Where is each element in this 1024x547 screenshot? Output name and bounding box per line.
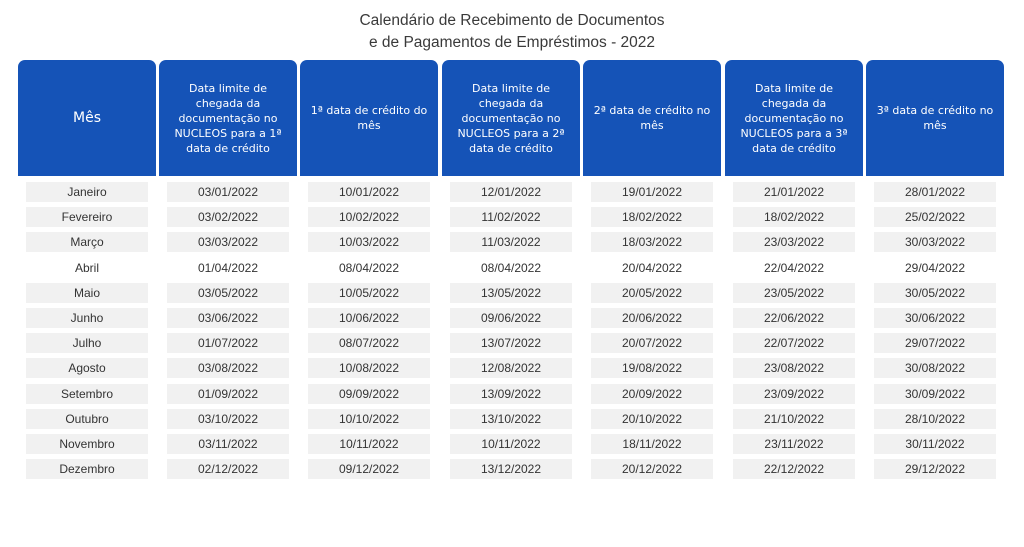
date-cell: 10/01/2022 [308, 182, 430, 202]
date-cell: 03/08/2022 [167, 358, 289, 378]
month-cell: Fevereiro [26, 207, 148, 227]
date-cell: 30/09/2022 [874, 384, 996, 404]
table-column [159, 60, 297, 500]
title-line-1: Calendário de Recebimento de Documentos [359, 12, 665, 29]
column-header: Data limite de chegada da documentação no NUCLEOS para a 1ª data de crédito [174, 81, 282, 155]
column-body [159, 176, 297, 547]
date-cell: 11/03/2022 [450, 232, 572, 252]
date-cell: 20/07/2022 [591, 333, 713, 353]
date-cell: 10/11/2022 [450, 434, 572, 454]
column-body [18, 176, 156, 547]
date-cell: 23/03/2022 [733, 232, 855, 252]
month-cell: Maio [26, 283, 148, 303]
date-cell: 13/09/2022 [450, 384, 572, 404]
date-cell: 10/06/2022 [308, 308, 430, 328]
month-cell: Abril [26, 258, 148, 278]
date-cell: 03/01/2022 [167, 182, 289, 202]
date-cell: 21/01/2022 [733, 182, 855, 202]
date-cell: 28/10/2022 [874, 409, 996, 429]
date-cell: 09/12/2022 [308, 459, 430, 479]
date-cell: 08/04/2022 [308, 258, 430, 278]
date-cell: 08/04/2022 [450, 258, 572, 278]
month-cell: Janeiro [26, 182, 148, 202]
date-cell: 30/06/2022 [874, 308, 996, 328]
date-cell: 22/06/2022 [733, 308, 855, 328]
column-header: 2ª data de crédito no mês [593, 104, 711, 132]
date-cell: 21/10/2022 [733, 409, 855, 429]
column-body [442, 176, 580, 547]
table-column [18, 60, 156, 500]
month-cell: Dezembro [26, 459, 148, 479]
table-column [442, 60, 580, 500]
date-cell: 29/07/2022 [874, 333, 996, 353]
date-cell: 23/08/2022 [733, 358, 855, 378]
column-body [725, 176, 863, 547]
column-header: Mês [73, 109, 101, 126]
column-header: 1ª data de crédito do mês [310, 104, 428, 132]
table-column [725, 60, 863, 500]
column-header: Data limite de chegada da documentação no NUCLEOS para a 3ª data de crédito [740, 81, 848, 155]
date-cell: 10/03/2022 [308, 232, 430, 252]
date-cell: 03/11/2022 [167, 434, 289, 454]
month-cell: Junho [26, 308, 148, 328]
date-cell: 10/05/2022 [308, 283, 430, 303]
date-cell: 22/07/2022 [733, 333, 855, 353]
date-cell: 09/06/2022 [450, 308, 572, 328]
column-header: 3ª data de crédito no mês [876, 104, 994, 132]
date-cell: 13/12/2022 [450, 459, 572, 479]
document-title [0, 10, 1024, 54]
date-cell: 22/12/2022 [733, 459, 855, 479]
date-cell: 18/03/2022 [591, 232, 713, 252]
date-cell: 20/09/2022 [591, 384, 713, 404]
month-cell: Outubro [26, 409, 148, 429]
date-cell: 23/05/2022 [733, 283, 855, 303]
date-cell: 25/02/2022 [874, 207, 996, 227]
column-body [300, 176, 438, 547]
column-body [583, 176, 721, 547]
date-cell: 19/01/2022 [591, 182, 713, 202]
date-cell: 20/12/2022 [591, 459, 713, 479]
date-cell: 03/10/2022 [167, 409, 289, 429]
date-cell: 10/08/2022 [308, 358, 430, 378]
date-cell: 03/02/2022 [167, 207, 289, 227]
date-cell: 18/02/2022 [591, 207, 713, 227]
date-cell: 22/04/2022 [733, 258, 855, 278]
date-cell: 13/07/2022 [450, 333, 572, 353]
date-cell: 01/04/2022 [167, 258, 289, 278]
date-cell: 03/03/2022 [167, 232, 289, 252]
date-cell: 03/06/2022 [167, 308, 289, 328]
date-cell: 23/09/2022 [733, 384, 855, 404]
date-cell: 23/11/2022 [733, 434, 855, 454]
date-cell: 10/02/2022 [308, 207, 430, 227]
date-cell: 18/02/2022 [733, 207, 855, 227]
month-cell: Setembro [26, 384, 148, 404]
table-column [583, 60, 721, 500]
date-cell: 20/04/2022 [591, 258, 713, 278]
date-cell: 09/09/2022 [308, 384, 430, 404]
date-cell: 30/11/2022 [874, 434, 996, 454]
date-cell: 10/11/2022 [308, 434, 430, 454]
table-column [866, 60, 1004, 500]
date-cell: 19/08/2022 [591, 358, 713, 378]
date-cell: 30/08/2022 [874, 358, 996, 378]
date-cell: 11/02/2022 [450, 207, 572, 227]
date-cell: 20/06/2022 [591, 308, 713, 328]
month-cell: Agosto [26, 358, 148, 378]
date-cell: 08/07/2022 [308, 333, 430, 353]
date-cell: 29/04/2022 [874, 258, 996, 278]
month-cell: Julho [26, 333, 148, 353]
date-cell: 20/05/2022 [591, 283, 713, 303]
date-cell: 28/01/2022 [874, 182, 996, 202]
date-cell: 03/05/2022 [167, 283, 289, 303]
date-cell: 01/09/2022 [167, 384, 289, 404]
date-cell: 02/12/2022 [167, 459, 289, 479]
title-line-2: e de Pagamentos de Empréstimos - 2022 [368, 34, 656, 51]
date-cell: 30/03/2022 [874, 232, 996, 252]
table-column [300, 60, 438, 500]
date-cell: 12/08/2022 [450, 358, 572, 378]
date-cell: 29/12/2022 [874, 459, 996, 479]
month-cell: Novembro [26, 434, 148, 454]
date-cell: 12/01/2022 [450, 182, 572, 202]
date-cell: 13/05/2022 [450, 283, 572, 303]
column-header: Data limite de chegada da documentação no NUCLEOS para a 2ª data de crédito [457, 81, 565, 155]
column-body [866, 176, 1004, 547]
date-cell: 01/07/2022 [167, 333, 289, 353]
date-cell: 18/11/2022 [591, 434, 713, 454]
date-cell: 13/10/2022 [450, 409, 572, 429]
date-cell: 10/10/2022 [308, 409, 430, 429]
date-cell: 20/10/2022 [591, 409, 713, 429]
month-cell: Março [26, 232, 148, 252]
date-cell: 30/05/2022 [874, 283, 996, 303]
